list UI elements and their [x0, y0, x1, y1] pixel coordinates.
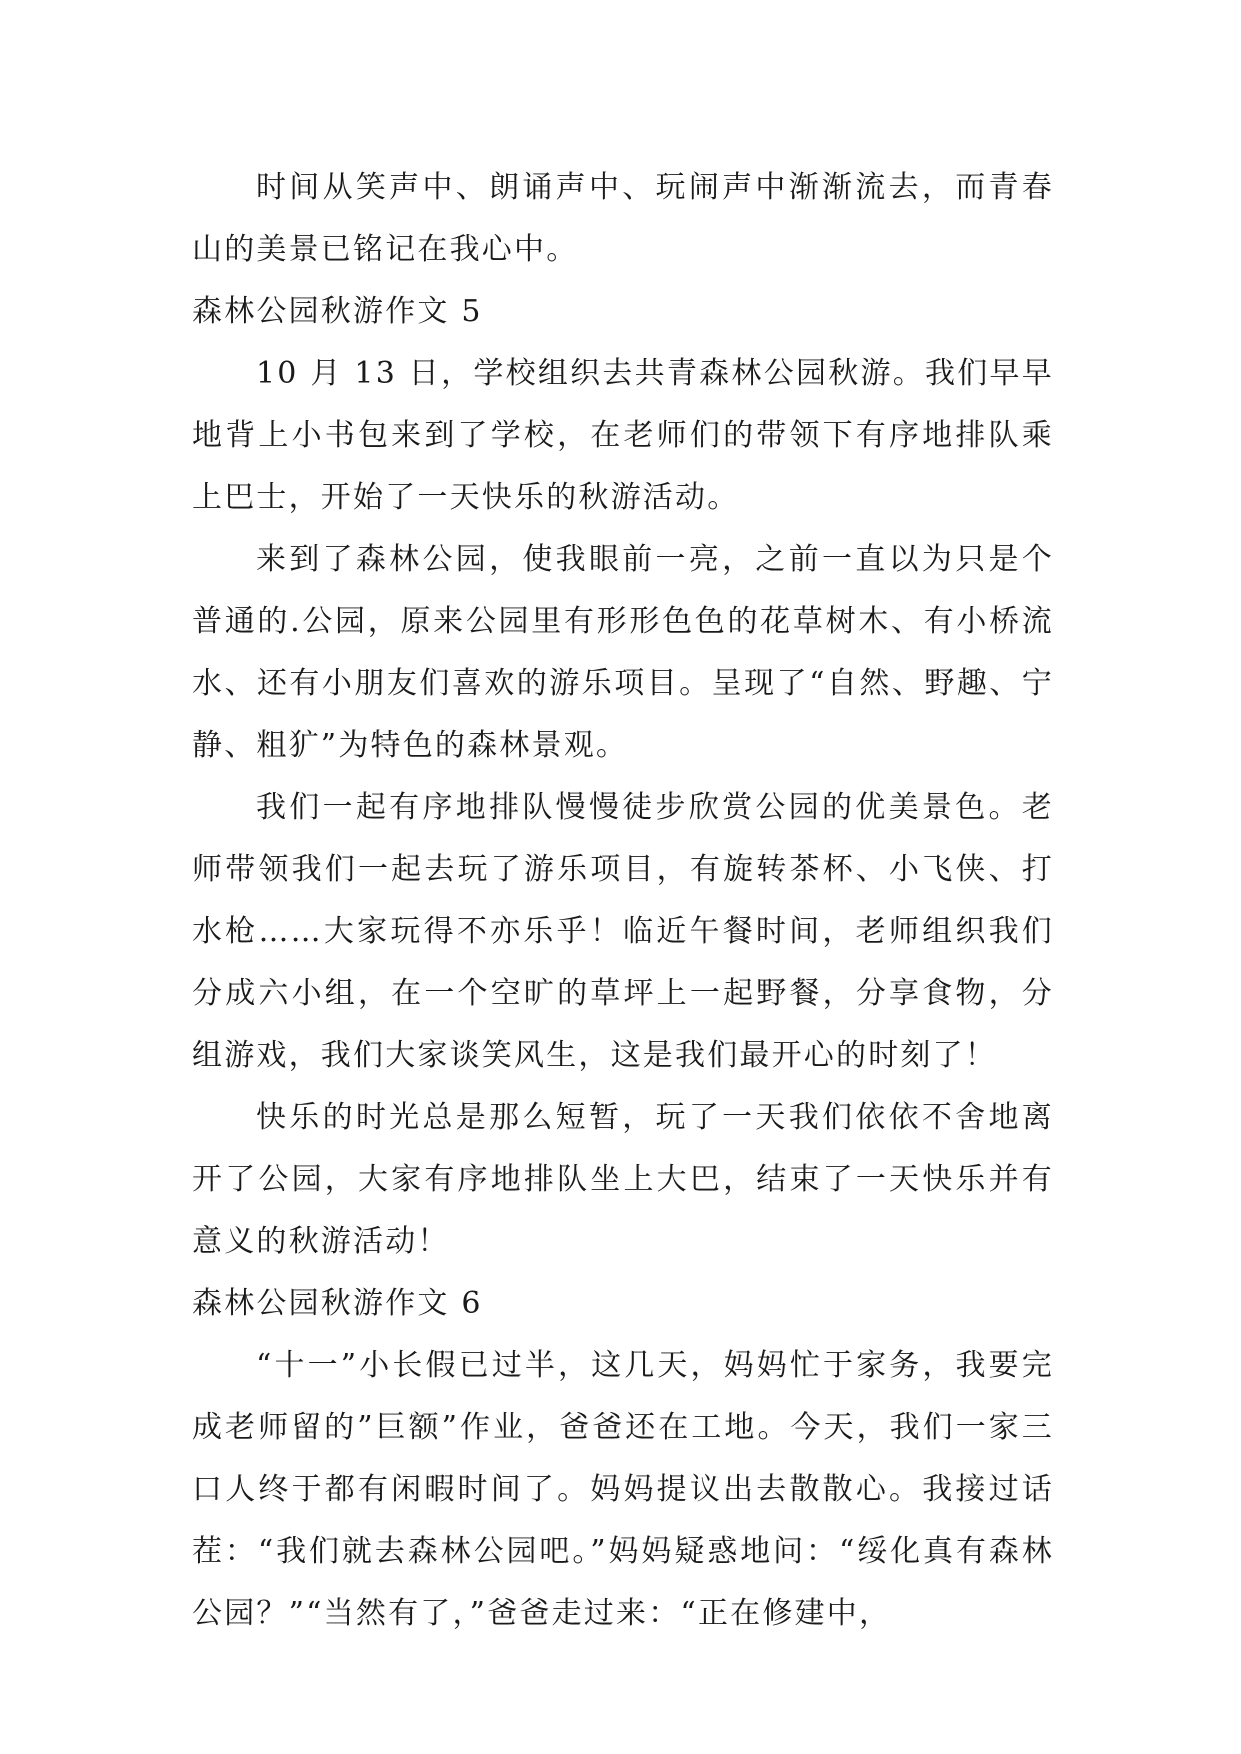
paragraph-spring-mountain-ending: 时间从笑声中、朗诵声中、玩闹声中渐渐流去，而青春山的美景已铭记在我心中。 [192, 170, 1054, 267]
paragraph-national-day-holiday: “十一”小长假已过半，这几天，妈妈忙于家务，我要完成老师留的”巨额”作业，爸爸还在工地。今天，我们一家三口人终于都有闲暇时间了。妈妈提议出去散散心。我接过话茬：“我们就去森林公园吧。”妈妈疑惑地问：“绥化真有森林公园？”“当然有了，”爸爸走过来：“正在修建中， [192, 1348, 1054, 1631]
paragraph-oct-13-trip: 10 月 13 日，学校组织去共青森林公园秋游。我们早早地背上小书包来到了学校，在老师们的带领下有序地排队乘上巴士，开始了一天快乐的秋游活动。 [192, 356, 1054, 515]
paragraph-park-scenery: 来到了森林公园，使我眼前一亮，之前一直以为只是个普通的.公园，原来公园里有形形色色的花草树木、有小桥流水、还有小朋友们喜欢的游乐项目。呈现了“自然、野趣、宁静、粗犷”为特色的森林景观。 [192, 542, 1054, 763]
section-heading-essay-6: 森林公园秋游作文 6 [192, 1286, 483, 1321]
paragraph-rides-picnic: 我们一起有序地排队慢慢徒步欣赏公园的优美景色。老师带领我们一起去玩了游乐项目，有旋转茶杯、小飞侠、打水枪……大家玩得不亦乐乎！临近午餐时间，老师组织我们分成六小组，在一个空旷的草坪上一起野餐，分享食物，分组游戏，我们大家谈笑风生，这是我们最开心的时刻了！ [192, 790, 1054, 1073]
document-body [192, 157, 1054, 1645]
paragraph-leaving-park: 快乐的时光总是那么短暂，玩了一天我们依依不舍地离开了公园，大家有序地排队坐上大巴，结束了一天快乐并有意义的秋游活动！ [192, 1100, 1054, 1259]
section-heading-essay-5: 森林公园秋游作文 5 [192, 294, 483, 329]
